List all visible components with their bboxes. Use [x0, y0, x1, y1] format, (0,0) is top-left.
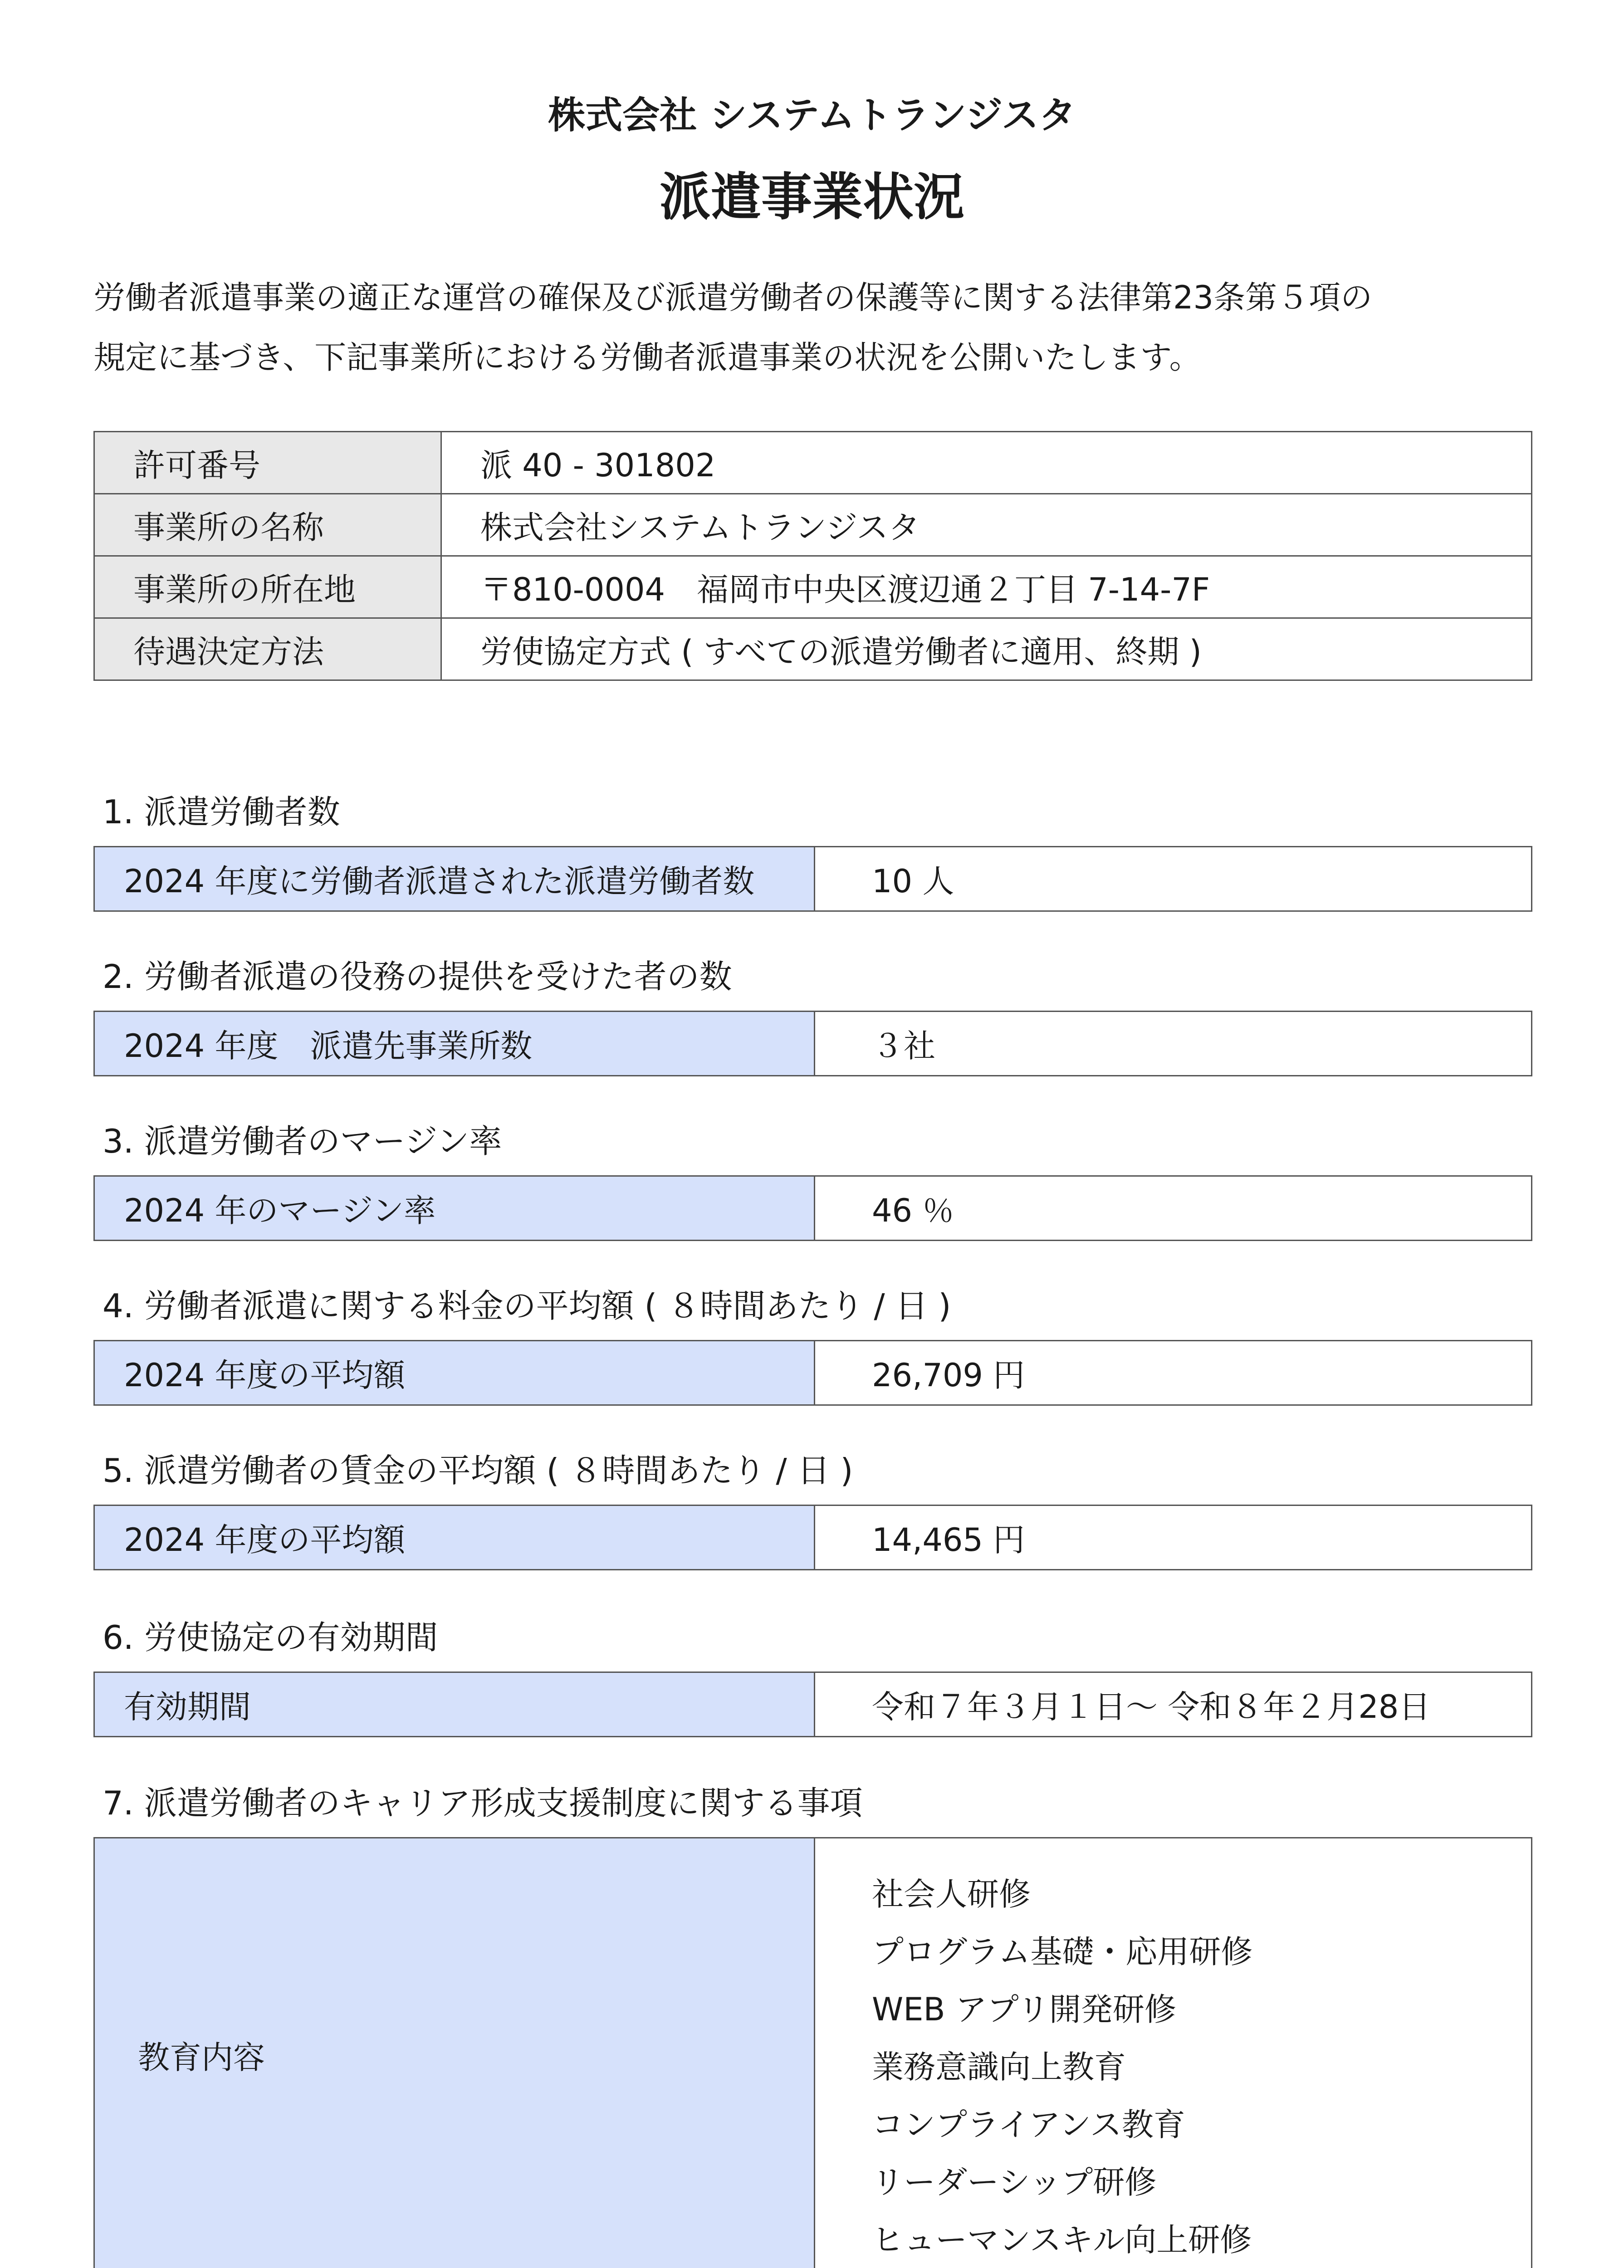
info-label: 待遇決定方法 [94, 618, 441, 680]
section-box-margin-rate [93, 1175, 1532, 1241]
section-title-worker-count: 1. 派遣労働者数 [103, 793, 340, 831]
section-title-average-wage: 5. 派遣労働者の賃金の平均額 ( ８時間あたり / 日 ) [103, 1452, 853, 1490]
section-box-average-fee [93, 1340, 1532, 1406]
info-value: 〒810-0004 福岡市中央区渡辺通２丁目 7-14-7F [441, 556, 1532, 618]
intro-line-2: 規定に基づき、下記事業所における労働者派遣事業の状況を公開いたします。 [93, 339, 1201, 376]
info-value: 株式会社システムトランジスタ [441, 494, 1532, 556]
education-list-container [815, 1838, 1531, 2268]
section-title-margin-rate: 3. 派遣労働者のマージン率 [103, 1122, 502, 1160]
list-item: ヒューマンスキル向上研修 [872, 2221, 1252, 2258]
info-label: 許可番号 [94, 432, 441, 494]
section-value: ３社 [872, 1027, 935, 1065]
list-item: WEB アプリ開発研修 [872, 1991, 1176, 2028]
info-row-method [94, 618, 1532, 680]
list-item: リーダーシップ研修 [872, 2164, 1157, 2201]
list-item: コンプライアンス教育 [872, 2106, 1185, 2143]
info-label: 事業所の所在地 [94, 556, 441, 618]
intro-paragraph [93, 268, 1545, 387]
section-title-agreement-period: 6. 労使協定の有効期間 [103, 1618, 438, 1657]
info-row-address [94, 556, 1532, 618]
section-title-average-fee: 4. 労働者派遣に関する料金の平均額 ( ８時間あたり / 日 ) [103, 1287, 951, 1325]
education-list [872, 1866, 1531, 2268]
info-label: 事業所の名称 [94, 494, 441, 556]
section-title-client-count: 2. 労働者派遣の役務の提供を受けた者の数 [103, 958, 732, 996]
section-label: 2024 年度の平均額 [95, 1506, 815, 1569]
section-value: 14,465 円 [872, 1521, 1025, 1559]
section-label: 2024 年のマージン率 [95, 1177, 815, 1240]
section-box-agreement-period [93, 1672, 1532, 1737]
info-value: 労使協定方式 ( すべての派遣労働者に適用、終期 ) [441, 618, 1532, 680]
section-value: 26,709 円 [872, 1357, 1025, 1394]
section-box-average-wage [93, 1505, 1532, 1570]
section-box-career-support [93, 1837, 1532, 2268]
business-info-table [93, 431, 1532, 681]
section-label: 2024 年度の平均額 [95, 1341, 815, 1404]
section-value: 10 人 [872, 863, 954, 900]
section-title-career-support: 7. 派遣労働者のキャリア形成支援制度に関する事項 [103, 1784, 863, 1822]
section-label: 教育内容 [95, 1838, 815, 2268]
section-label: 2024 年度 派遣先事業所数 [95, 1012, 815, 1075]
list-item: 業務意識向上教育 [872, 2048, 1126, 2086]
info-value: 派 40 - 301802 [441, 432, 1532, 494]
section-box-client-count [93, 1011, 1532, 1076]
section-value: 46 ％ [872, 1192, 954, 1229]
intro-line-1: 労働者派遣事業の適正な運営の確保及び派遣労働者の保護等に関する法律第23条第５項の [93, 279, 1373, 316]
list-item: プログラム基礎・応用研修 [872, 1933, 1253, 1970]
company-name: 株式会社 システムトランジスタ [548, 94, 1076, 137]
section-box-worker-count [93, 846, 1532, 912]
section-label: 有効期間 [95, 1673, 815, 1736]
info-row-license [94, 432, 1532, 494]
list-item: 社会人研修 [872, 1876, 1031, 1913]
section-value: 令和７年３月１日～ 令和８年２月28日 [872, 1688, 1431, 1725]
page-title: 派遣事業状況 [660, 168, 964, 227]
info-row-name [94, 494, 1532, 556]
section-label: 2024 年度に労働者派遣された派遣労働者数 [95, 847, 815, 910]
